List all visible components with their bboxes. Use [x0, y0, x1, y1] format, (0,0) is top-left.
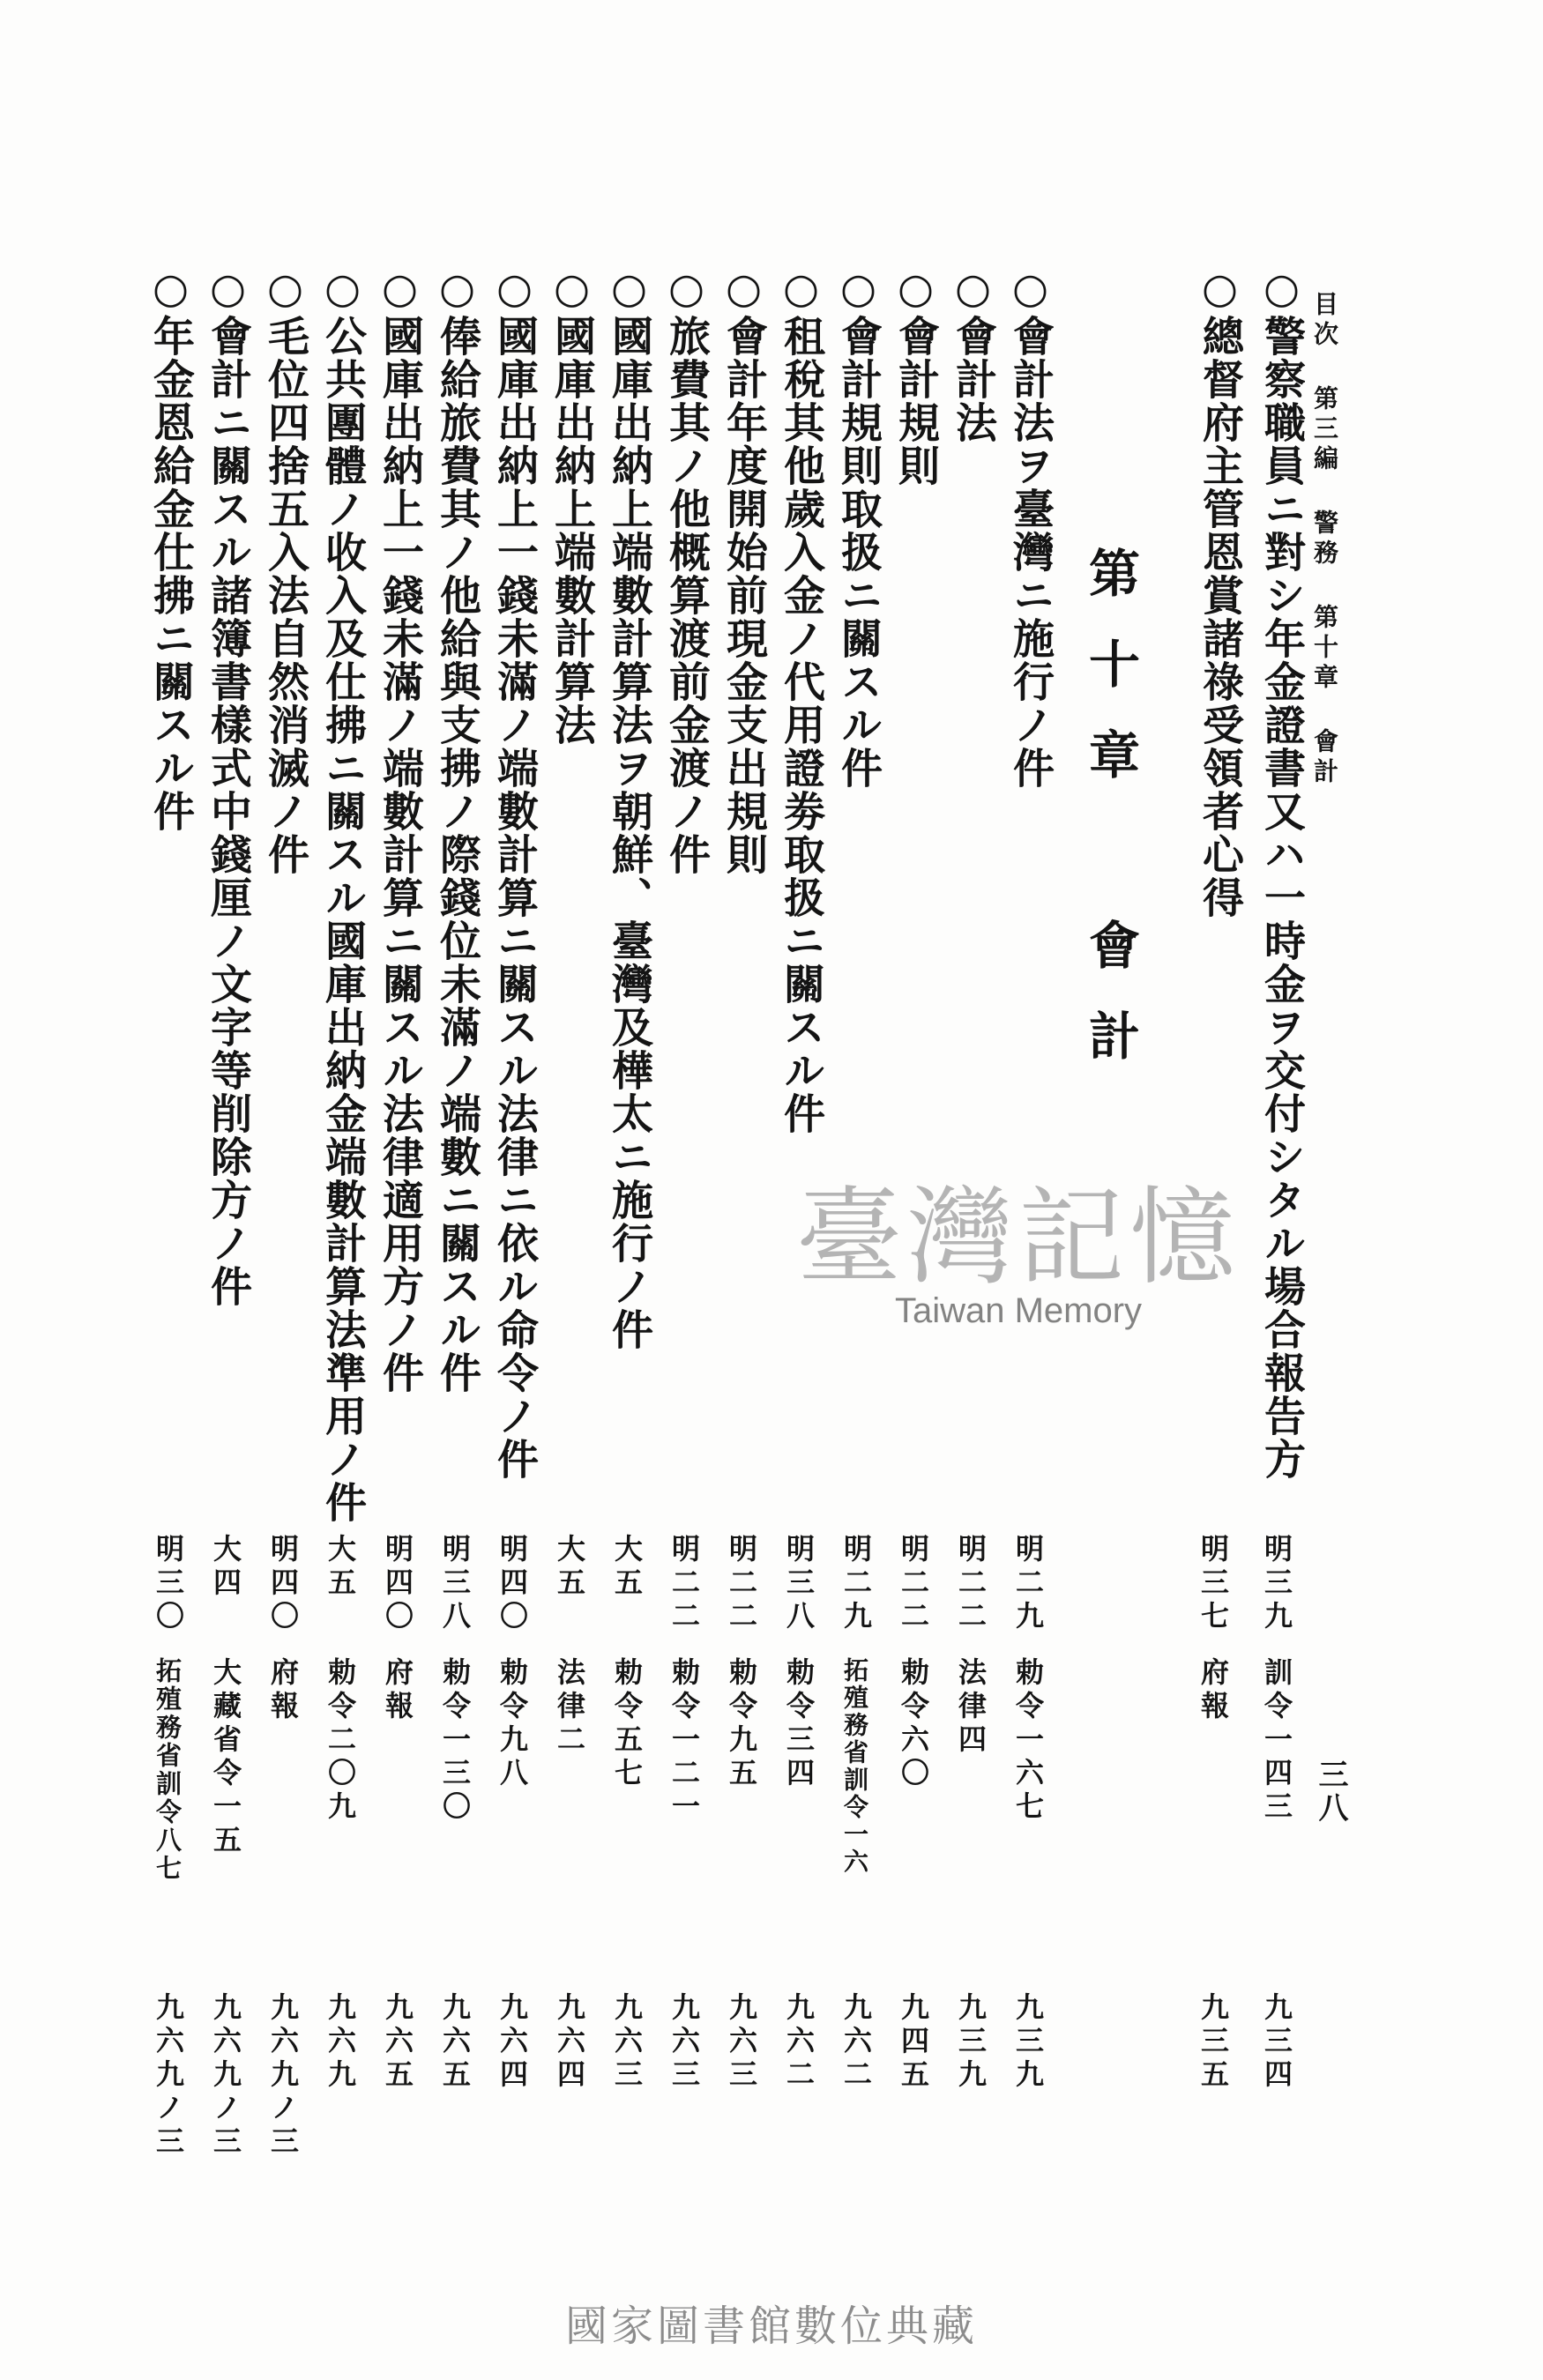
watermark-chinese: 臺灣記憶 [796, 1177, 1241, 1299]
toc-entry-page: 九六九ノ三 [152, 1992, 185, 2160]
toc-entry-page: 九六四 [553, 1992, 586, 2093]
toc-entry-law: 拓殖務省訓令一六 [840, 1657, 869, 1876]
toc-entry-page: 九三九 [1011, 1992, 1045, 2093]
toc-entry-page: 九三四 [1260, 1992, 1293, 2093]
toc-entry-title: ○租稅其他歲入金ノ代用證劵取扱ニ關スル件 [777, 264, 825, 1135]
toc-entry-era: 明二二 [954, 1534, 988, 1634]
toc-entry-title: ○公共團體ノ收入及仕拂ニ關スル國庫出納金端數計算法準用ノ件 [318, 264, 367, 1524]
toc-entry-era: 大五 [324, 1534, 357, 1601]
toc-entry-page: 九六二 [839, 1992, 873, 2093]
toc-entry-title: ○會計法ヲ臺灣ニ施行ノ件 [1006, 264, 1055, 790]
toc-entry-era: 大四 [209, 1534, 242, 1601]
running-head [1312, 291, 1365, 1437]
toc-entry-page: 九六五 [438, 1992, 472, 2093]
toc-entry-page: 九六四 [496, 1992, 529, 2093]
toc-entry-era: 明二二 [725, 1534, 758, 1634]
toc-entry-law: 勅令一三〇 [438, 1657, 472, 1825]
toc-entry-era: 大五 [553, 1534, 586, 1601]
toc-entry-page: 九三五 [1196, 1992, 1230, 2093]
toc-entry-law: 勅令五七 [610, 1657, 644, 1791]
toc-entry-law: 府報 [266, 1657, 300, 1724]
toc-entry-page: 九三九 [954, 1992, 988, 2093]
toc-entry-page: 九六三 [610, 1992, 644, 2093]
toc-entry-title: ○國庫出納上一錢未滿ノ端數計算ニ關スル法律適用方ノ件 [376, 264, 424, 1395]
toc-entry-era: 明二二 [897, 1534, 930, 1634]
toc-entry-law: 府報 [381, 1657, 414, 1724]
chapter-title: 第十章 會計 [1080, 547, 1140, 1100]
toc-metadata [141, 1534, 1305, 2160]
toc-entry-law: 勅令一六七 [1011, 1657, 1045, 1825]
toc-entry-era: 明四〇 [381, 1534, 414, 1634]
toc-entry-law: 勅令九八 [496, 1657, 529, 1791]
toc-entry-era: 明三〇 [152, 1534, 185, 1634]
toc-entry-law: 勅令三四 [782, 1657, 816, 1791]
toc-entry-title: ○年金恩給金仕拂ニ關スル件 [146, 264, 195, 833]
toc-entry-title: ○毛位四捨五入法自然消滅ノ件 [261, 264, 309, 876]
toc-entry-era: 明二九 [1011, 1534, 1045, 1634]
toc-entry-era: 明四〇 [496, 1534, 529, 1634]
toc-entry-era: 明二九 [839, 1534, 873, 1634]
taiwan-memory-watermark [754, 1177, 1283, 1362]
toc-entry-law: 拓殖務省訓令八七 [153, 1657, 183, 1883]
toc-entry-page: 九四五 [897, 1992, 930, 2093]
toc-entry-page: 九六三 [725, 1992, 758, 2093]
toc-entry-law: 大藏省令一五 [209, 1657, 242, 1858]
toc-entry-page: 九六九ノ三 [209, 1992, 242, 2160]
toc-entry-era: 明四〇 [266, 1534, 300, 1634]
toc-entry-title: ○國庫出納上端數計算法 [548, 264, 596, 747]
toc-entry-title: ○旅費其ノ他概算渡前金渡ノ件 [662, 264, 711, 876]
toc-entry-law: 訓令一四三 [1260, 1657, 1293, 1825]
toc-entry-law: 法律二 [553, 1657, 586, 1758]
toc-entry-title: ○會計規則取扱ニ關スル件 [834, 264, 883, 790]
toc-entry-page: 九六九ノ三 [266, 1992, 300, 2160]
toc-entry-title: ○會計年度開始前現金支出規則 [719, 264, 768, 876]
toc-entry-era: 明二二 [667, 1534, 701, 1634]
toc-entry-title: ○會計ニ關スル諸簿書樣式中錢厘ノ文字等削除方ノ件 [204, 264, 252, 1308]
toc-entry-title: ○俸給旅費其ノ他給與支拂ノ際錢位未滿ノ端數ニ關スル件 [433, 264, 481, 1395]
toc-entry-title: ○會計規則 [891, 264, 940, 487]
library-footer: 國家圖書館數位典藏 [564, 2302, 978, 2351]
toc-entry-era: 明三八 [438, 1534, 472, 1634]
running-head-text: 目次 第三編 警務 第十章 會計 [1310, 291, 1339, 788]
toc-entry-page: 九六九 [324, 1992, 357, 2093]
watermark-english: Taiwan Memory [894, 1291, 1143, 1330]
toc-entry-title: ○會計法 [949, 264, 997, 444]
toc-entry-law: 勅令一二一 [667, 1657, 701, 1825]
toc-entry-page: 九六三 [667, 1992, 701, 2093]
toc-entry-title: ○國庫出納上端數計算法ヲ朝鮮、臺灣及樺太ニ施行ノ件 [605, 264, 653, 1351]
toc-entry-title: ○警察職員ニ對シ年金證書又ハ一時金ヲ交付シタル場合報告方 [1257, 264, 1306, 1481]
toc-entry-law: 勅令六〇 [897, 1657, 930, 1791]
toc-entry-law: 勅令二〇九 [324, 1657, 357, 1825]
page-number: 三八 [1313, 1759, 1348, 1826]
toc-entry-law: 法律四 [954, 1657, 988, 1758]
toc-entry-era: 大五 [610, 1534, 644, 1601]
toc-entry-law: 勅令九五 [725, 1657, 758, 1791]
toc-entry-page: 九六五 [381, 1992, 414, 2093]
toc-entry-page: 九六二 [782, 1992, 816, 2093]
toc-entry-law: 府報 [1196, 1657, 1230, 1724]
toc-entry-era: 明三七 [1196, 1534, 1230, 1634]
toc-entry-era: 明三八 [782, 1534, 816, 1634]
toc-entry-title: ○總督府主管恩賞諸祿受領者心得 [1196, 264, 1244, 919]
toc-entry-title: ○國庫出納上一錢未滿ノ端數計算ニ關スル法律ニ依ル命令ノ件 [490, 264, 539, 1481]
toc-entry-era: 明三九 [1260, 1534, 1293, 1634]
